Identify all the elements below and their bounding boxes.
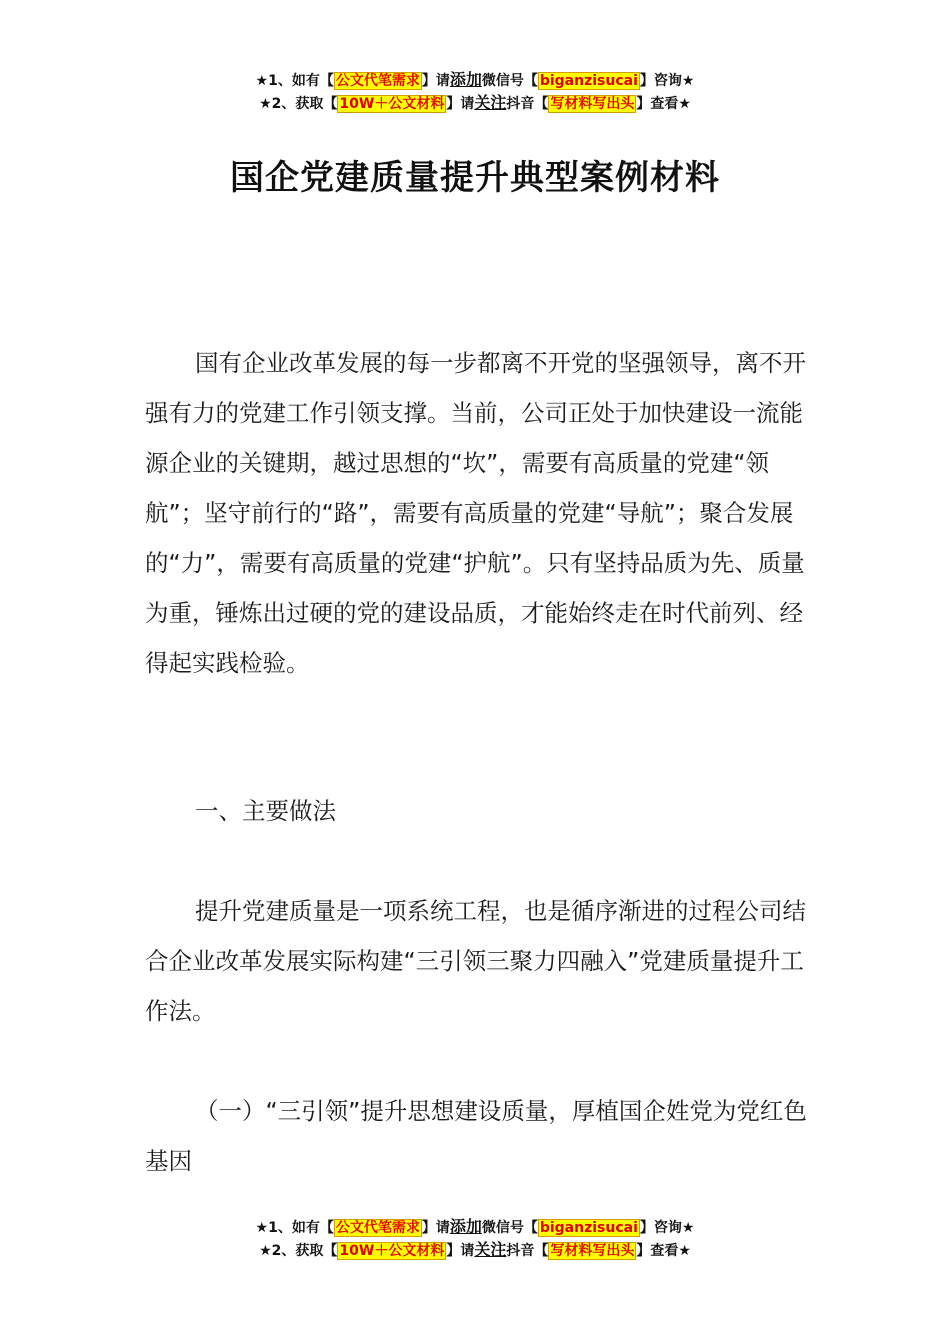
promo-text: 】请 <box>421 1220 450 1236</box>
promo-emphasis: 关注 <box>474 1240 507 1259</box>
promo-highlight: biganzisucai <box>539 73 638 89</box>
promo-text: ★2、获取【 <box>259 96 338 112</box>
promo-emphasis: 关注 <box>474 93 507 112</box>
paragraph-text: 提升党建质量是一项系统工程，也是循序渐进的过程公司结合企业改革发展实际构建“三引领三聚力四融入”党建质量提升工作法。 <box>145 897 806 1025</box>
promo-text: 】请 <box>446 1243 475 1259</box>
promo-text: 】请 <box>421 73 450 89</box>
document-title: 国企党建质量提升典型案例材料 <box>230 158 720 198</box>
promo-highlight: 写材料写出头 <box>550 96 635 112</box>
paragraph-intro <box>145 338 807 688</box>
promo-emphasis: 添加 <box>449 70 482 89</box>
promo-text: 抖音【 <box>506 1243 549 1259</box>
promo-text: 】查看★ <box>636 96 691 112</box>
promo-text: ★1、如有【 <box>255 73 334 89</box>
heading-text: 一、主要做法 <box>195 797 336 825</box>
promo-highlight: 公文代笔需求 <box>335 1220 420 1236</box>
promo-text: 抖音【 <box>506 96 549 112</box>
subsection-heading <box>145 1086 807 1186</box>
heading-text: （一）“三引领”提升思想建设质量，厚植国企姓党为党红色基因 <box>145 1097 807 1175</box>
promo-banner-top <box>0 69 950 115</box>
promo-line-1 <box>0 1216 950 1239</box>
paragraph-text: 国有企业改革发展的每一步都离不开党的坚强领导，离不开强有力的党建工作引领支撑。当前，公司正处于加快建设一流能源企业的关键期，越过思想的“坎”，需要有高质量的党建“领航”；坚守前行的“路”，需要有高质量的党建“导航”；聚合发展的“力”，需要有高质量的党建“护航”。只有坚持品质为先、质量为重，锤炼出过硬的党的建设品质，才能始终走在时代前列、经得起实践检验。 <box>145 349 806 677</box>
promo-text: 微信号【 <box>481 73 538 89</box>
promo-line-2 <box>0 92 950 115</box>
promo-emphasis: 添加 <box>449 1217 482 1236</box>
promo-text: 】查看★ <box>636 1243 691 1259</box>
promo-text: ★1、如有【 <box>255 1220 334 1236</box>
promo-text: 微信号【 <box>481 1220 538 1236</box>
promo-highlight: 10W＋公文材料 <box>339 1243 445 1259</box>
promo-highlight: biganzisucai <box>539 1220 638 1236</box>
section-heading <box>145 786 807 836</box>
promo-highlight: 公文代笔需求 <box>335 73 420 89</box>
promo-banner-bottom <box>0 1216 950 1262</box>
promo-highlight: 10W＋公文材料 <box>339 96 445 112</box>
promo-text: 】咨询★ <box>639 1220 695 1236</box>
promo-line-1 <box>0 69 950 92</box>
promo-text: 】咨询★ <box>639 73 695 89</box>
promo-line-2 <box>0 1239 950 1262</box>
promo-text: ★2、获取【 <box>259 1243 338 1259</box>
paragraph-method <box>145 886 807 1036</box>
promo-highlight: 写材料写出头 <box>550 1243 635 1259</box>
promo-text: 】请 <box>446 96 475 112</box>
